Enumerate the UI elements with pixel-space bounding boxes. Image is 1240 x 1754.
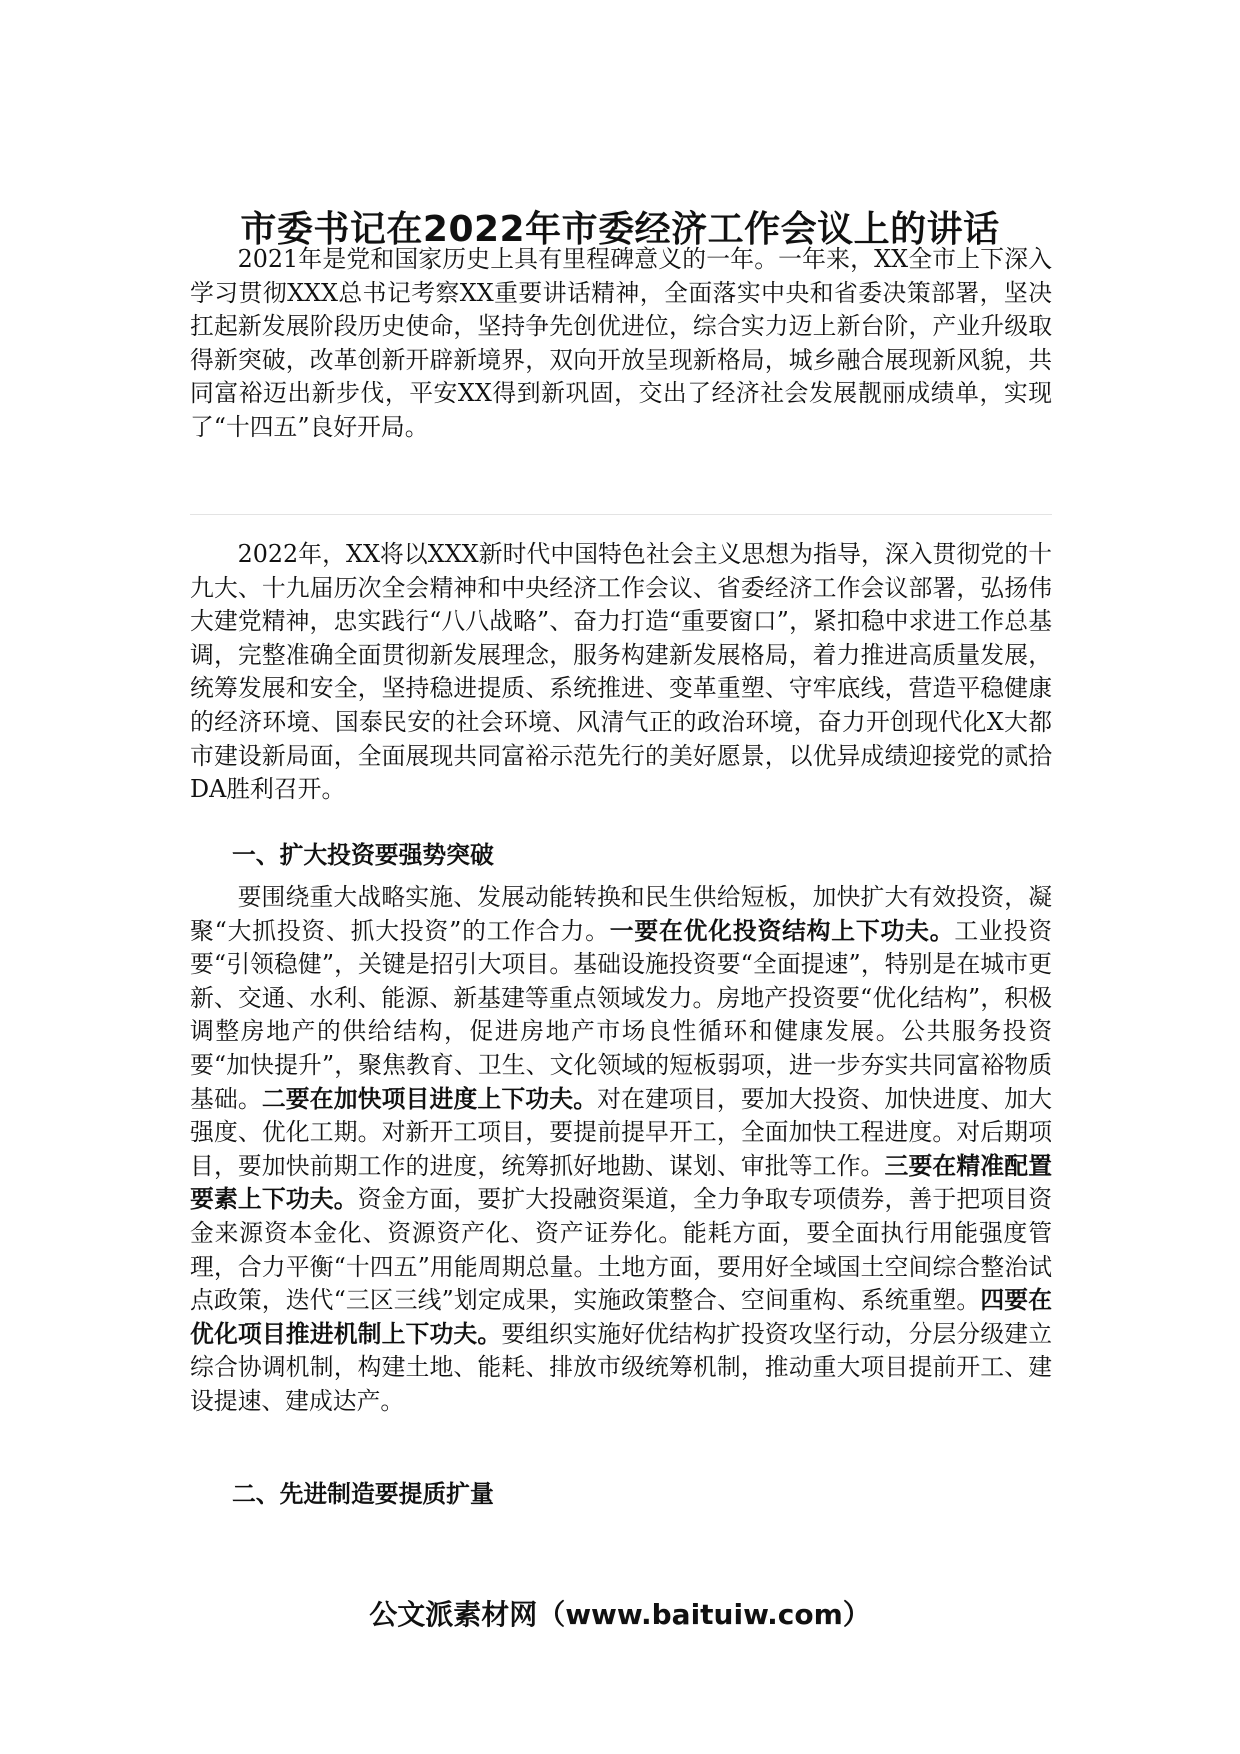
section-1-bold-point-2: 二要在加快项目进度上下功夫。 bbox=[261, 1084, 598, 1113]
section-1-text: 要组织实施好优结构扩投资攻坚行动，分层分级建立综合协调机制，构建土地、能耗、排放市级统筹机制，推动重大项目提前开工、建设提速、建成达产。 bbox=[190, 1319, 1053, 1415]
section-heading-2: 二、先进制造要提质扩量 bbox=[232, 1480, 494, 1508]
section-1-text: 要围绕重大战略实施、发展动能转换和民生供给短板，加快扩大有效投资，凝聚“大抓投资、抓大投资”的工作合力。 bbox=[190, 883, 1052, 945]
divider bbox=[190, 514, 1052, 515]
section-1-paragraph bbox=[190, 881, 1052, 1419]
section-1-text: 资金方面，要扩大投融资渠道，全力争取专项债券，善于把项目资金来源资本金化、资源资产化、资产证券化。能耗方面，要全面执行用能强度管理，合力平衡“十四五”用能周期总量。土地方面，要用好全域国土空间综合整治试点政策，迭代“三区三线”划定成果，实施政策整合、空间重构、系统重塑。 bbox=[190, 1185, 1052, 1315]
section-1-bold-point-1: 一要在优化投资结构上下功夫。 bbox=[609, 916, 955, 945]
second-paragraph: 2022年，XX将以XXX新时代中国特色社会主义思想为指导，深入贯彻党的十九大、十九届历次全会精神和中央经济工作会议、省委经济工作会议部署，弘扬伟大建党精神，忠实践行“八八战略”、奋力打造“重要窗口”，紧扣稳中求进工作总基调，完整准确全面贯彻新发展理念，服务构建新发展格局，着力推进高质量发展，统筹发展和安全，坚持稳进提质、系统推进、变革重塑、守牢底线，营造平稳健康的经济环境、国泰民安的社会环境、风清气正的政治环境，奋力开创现代化X大都市建设新局面，全面展现共同富裕示范先行的美好愿景，以优异成绩迎接党的贰拾DA胜利召开。 bbox=[190, 540, 1052, 804]
section-heading-1: 一、扩大投资要强势突破 bbox=[232, 841, 494, 869]
section-1-bold-point-4: 四要在优化项目推进机制上下功夫。 bbox=[190, 1286, 1052, 1348]
section-1-text: 工业投资要“引领稳健”，关键是招引大项目。基础设施投资要“全面提速”，特别是在城市更新、交通、水利、能源、新基建等重点领域发力。房地产投资要“优化结构”，积极调整房地产的供给结构，促进房地产市场良性循环和健康发展。公共服务投资要“加快提升”，聚焦教育、卫生、文化领域的短板弱项，进一步夯实共同富裕物质基础。 bbox=[190, 916, 1053, 1113]
section-1-bold-point-3: 三要在精准配置要素上下功夫。 bbox=[190, 1151, 1053, 1214]
intro-paragraph: 2021年是党和国家历史上具有里程碑意义的一年。一年来，XX全市上下深入学习贯彻XXX总书记考察XX重要讲话精神，全面落实中央和省委决策部署，坚决扛起新发展阶段历史使命，坚持争先创优进位，综合实力迈上新台阶，产业升级取得新突破，改革创新开辟新境界，双向开放呈现新格局，城乡融合展现新风貌，共同富裕迈出新步伐，平安XX得到新巩固，交出了经济社会发展靓丽成绩单，实现了“十四五”良好开局。 bbox=[190, 245, 1052, 441]
section-1-text: 对在建项目，要加大投资、加快进度、加大强度、优化工期。对新开工项目，要提前提早开工，全面加快工程进度。对后期项目，要加快前期工作的进度，统筹抓好地勘、谋划、审批等工作。 bbox=[190, 1084, 1053, 1180]
document-title: 市委书记在2022年市委经济工作会议上的讲话 bbox=[240, 209, 1000, 250]
footer-watermark: 公文派素材网（www.baituiw.com） bbox=[369, 1598, 871, 1631]
